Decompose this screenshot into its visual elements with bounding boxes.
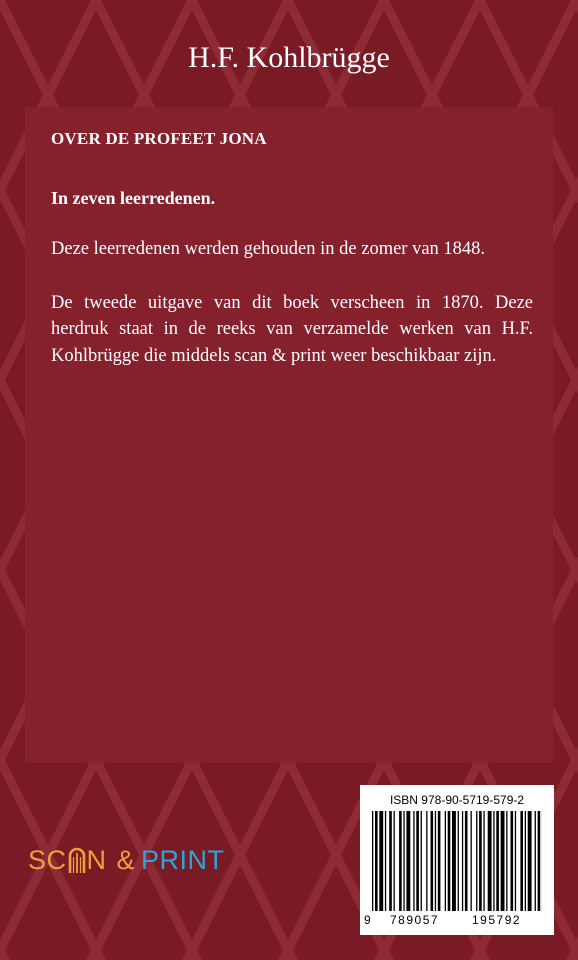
description-text <box>51 127 533 396</box>
logo-text-n: N <box>86 844 107 875</box>
author-name: H.F. Kohlbrügge <box>188 41 390 74</box>
book-arch-icon <box>68 847 86 873</box>
description-paragraph-2: De tweede uitgave van dit boek verscheen in 1870. Deze herdruk staat in de reeks van verzamelde werken van H.F. Kohlbrügge die middels scan & print weer beschikbaar zijn. <box>51 292 533 366</box>
barcode-bars <box>372 811 542 911</box>
book-title: OVER DE PROFEET JONA <box>51 129 267 148</box>
isbn-label: ISBN 978-90-5719-579-2 <box>389 793 525 807</box>
barcode-group-right: 195792 <box>472 913 522 927</box>
logo-text-print: PRINT <box>141 844 225 875</box>
publisher-logo <box>28 842 225 878</box>
isbn-barcode <box>360 785 554 935</box>
description-paragraph-1: Deze leerredenen werden gehouden in de zomer van 1848. <box>51 239 486 259</box>
book-subtitle: In zeven leerredenen. <box>51 188 216 208</box>
logo-ampersand: & <box>116 844 136 875</box>
barcode-digit-first: 9 <box>364 913 371 927</box>
barcode-group-left: 789057 <box>390 913 440 927</box>
logo-text-sc: SC <box>28 844 67 875</box>
description-panel <box>25 107 553 763</box>
